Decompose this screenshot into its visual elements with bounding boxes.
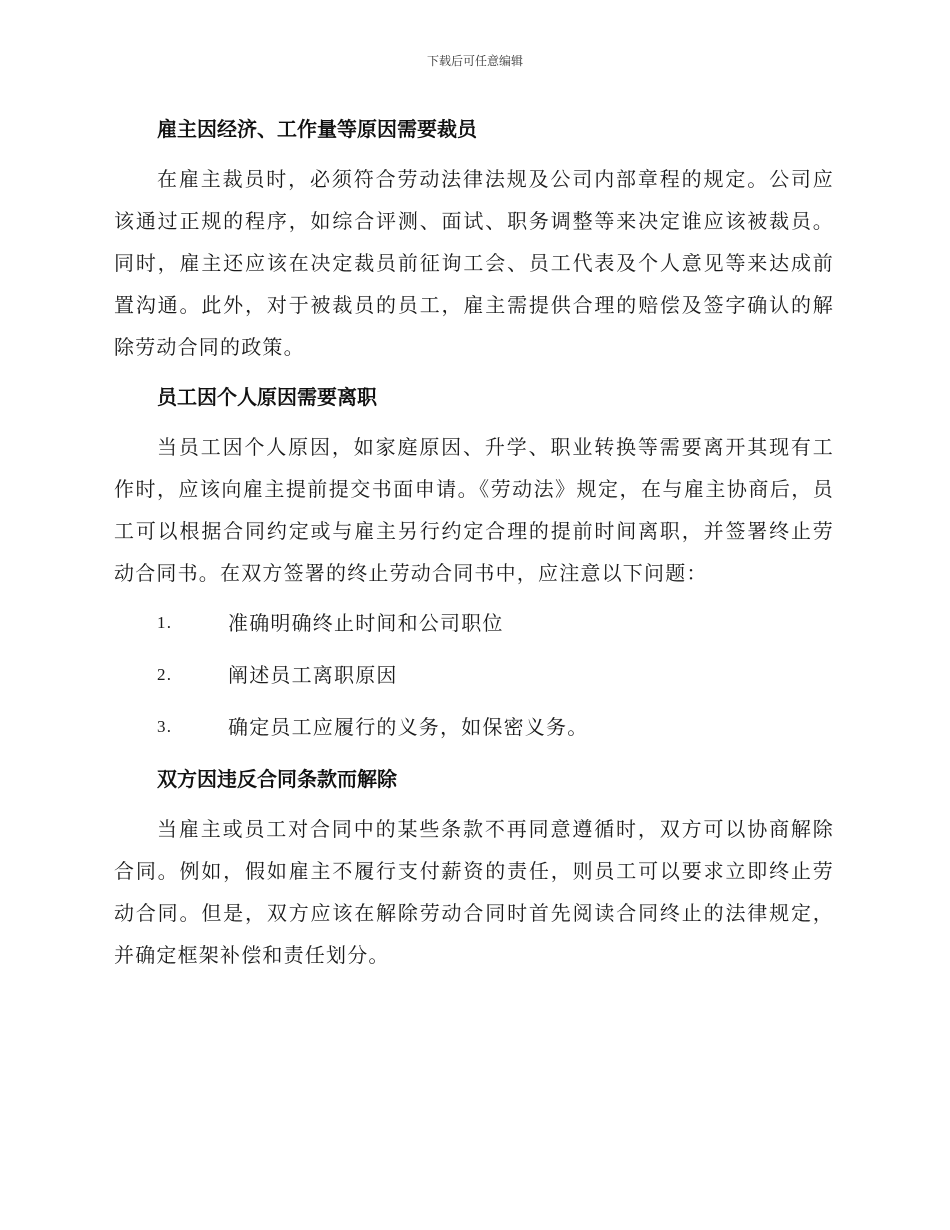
list-item-number: 1. — [157, 613, 173, 632]
list-item-number: 3. — [157, 717, 173, 736]
list-item — [114, 706, 834, 748]
section-heading-breach: 双方因违反合同条款而解除 — [157, 767, 397, 791]
resignation-checklist — [114, 602, 834, 748]
section-heading-layoff: 雇主因经济、工作量等原因需要裁员 — [157, 117, 477, 141]
list-item-text: 阐述员工离职原因 — [228, 663, 398, 687]
section-paragraph-layoff: 在雇主裁员时，必须符合劳动法律法规及公司内部章程的规定。公司应该通过正规的程序，如综合评测、面试、职务调整等来决定谁应该被裁员。同时，雇主还应该在决定裁员前征询工会、员工代表及个人意见等来达成前置沟通。此外，对于被裁员的员工，雇主需提供合理的赔偿及签字确认的解除劳动合同的政策。 — [114, 167, 834, 359]
document-body — [114, 108, 834, 984]
list-item-number: 2. — [157, 665, 173, 684]
list-item — [114, 602, 834, 644]
list-item-text: 准确明确终止时间和公司职位 — [228, 611, 504, 635]
section-heading-resignation: 员工因个人原因需要离职 — [157, 385, 377, 409]
list-item — [114, 654, 834, 696]
list-item-text: 确定员工应履行的义务，如保密义务。 — [228, 715, 589, 739]
page-header: 下载后可任意编辑 — [426, 54, 523, 68]
section-paragraph-resignation: 当员工因个人原因，如家庭原因、升学、职业转换等需要离开其现有工作时，应该向雇主提前提交书面申请。《劳动法》规定，在与雇主协商后，员工可以根据合同约定或与雇主另行约定合理的提前时间离职，并签署终止劳动合同书。在双方签署的终止劳动合同书中，应注意以下问题： — [114, 435, 834, 585]
section-paragraph-breach: 当雇主或员工对合同中的某些条款不再同意遵循时，双方可以协商解除合同。例如，假如雇主不履行支付薪资的责任，则员工可以要求立即终止劳动合同。但是，双方应该在解除劳动合同时首先阅读合同终止的法律规定，并确定框架补偿和责任划分。 — [114, 817, 834, 967]
